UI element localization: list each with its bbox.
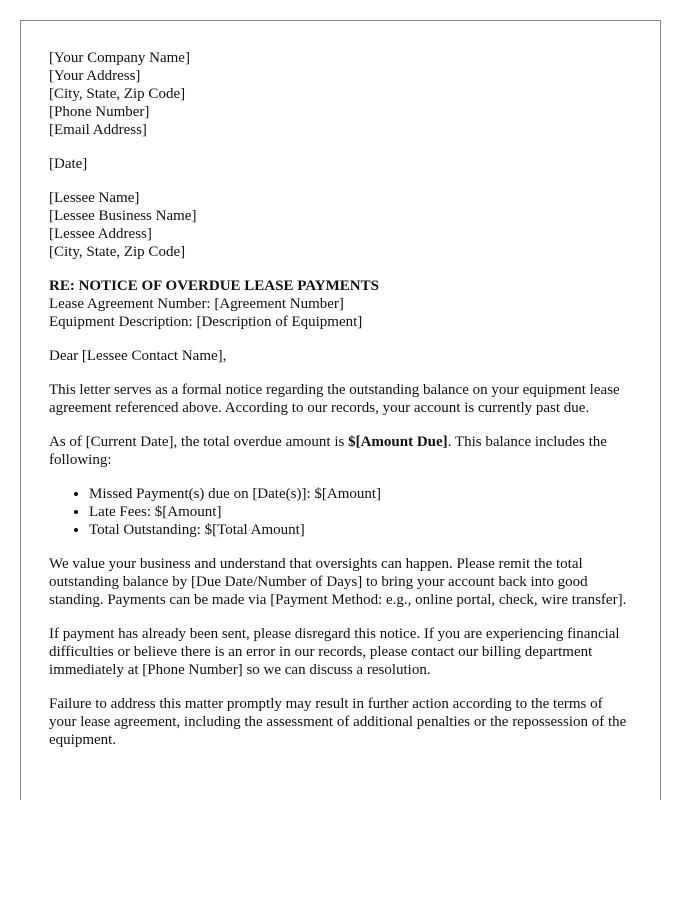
letter-date: [Date]: [49, 156, 88, 172]
recipient-business-name: [Lessee Business Name]: [49, 208, 197, 224]
subject-block: [49, 277, 632, 331]
recipient-name: [Lessee Name]: [49, 190, 140, 206]
sender-address: [Your Address]: [49, 68, 141, 84]
paragraph-failure: Failure to address this matter promptly may result in further action according to the terms of your lease agreement, including the assessment of additional penalties or the repossession of the equipment.: [49, 696, 627, 748]
date-block: [49, 155, 632, 173]
list-item: • Missed Payment(s) due on [Date(s)]: $[Amount]: [89, 485, 632, 503]
sender-company: [Your Company Name]: [49, 50, 190, 66]
recipient-address: [Lessee Address]: [49, 226, 152, 242]
paragraph-remit: We value your business and understand that oversights can happen. Please remit the total outstanding balance by [Due Date/Number of Days] to bring your account back into good standing. Payments can be made via [Payment Method: e.g., online portal, check, wire transfer].: [49, 556, 627, 608]
paragraph-intro: This letter serves as a formal notice regarding the outstanding balance on your equipment lease agreement referenced above. According to our records, your account is currently past due.: [49, 382, 620, 416]
subject-heading: RE: NOTICE OF OVERDUE LEASE PAYMENTS: [49, 278, 379, 294]
amount-due: $[Amount Due]: [348, 434, 448, 450]
paragraph-disregard: If payment has already been sent, please disregard this notice. If you are experiencing financial difficulties or believe there is an error in our records, please contact our billing department immediately at [Phone Number] so we can discuss a resolution.: [49, 626, 620, 678]
sender-block: [49, 49, 632, 139]
list-item: • Total Outstanding: $[Total Amount]: [89, 521, 632, 539]
sender-phone: [Phone Number]: [49, 104, 150, 120]
recipient-city-state-zip: [City, State, Zip Code]: [49, 244, 186, 260]
amount-text-after: . This balance includes the following:: [49, 434, 607, 468]
recipient-block: [49, 189, 632, 261]
amount-text-before: As of [Current Date], the total overdue amount is: [49, 434, 349, 450]
paragraph-amount: [49, 433, 632, 469]
salutation: Dear [Lessee Contact Name],: [49, 348, 227, 364]
equipment-description-line: Equipment Description: [Description of Equipment]: [49, 314, 363, 330]
sender-city-state-zip: [City, State, Zip Code]: [49, 86, 186, 102]
agreement-number-line: Lease Agreement Number: [Agreement Number]: [49, 296, 344, 312]
letter-page: [20, 20, 661, 800]
list-item: • Late Fees: $[Amount]: [89, 503, 632, 521]
sender-email: [Email Address]: [49, 122, 147, 138]
balance-items-list: [49, 485, 632, 539]
